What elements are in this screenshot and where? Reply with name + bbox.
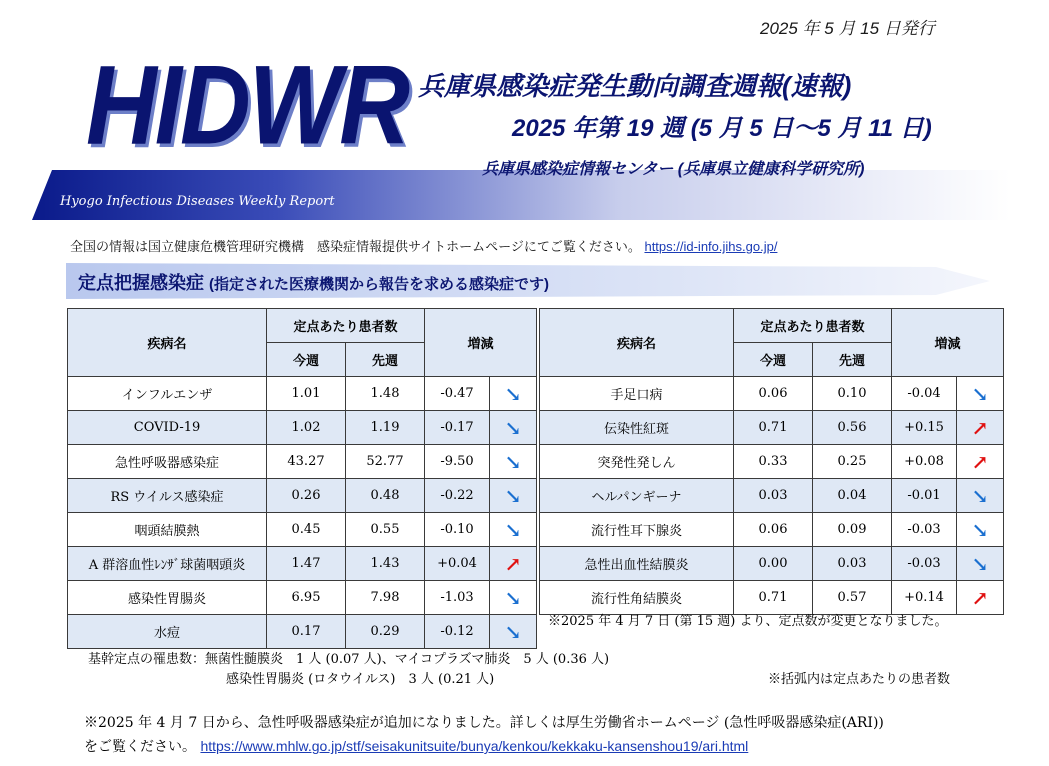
trend-down-icon: ↘ xyxy=(957,547,1004,581)
disease-name: インフルエンザ xyxy=(68,377,267,411)
change-value: -0.10 xyxy=(425,513,490,547)
this-week-value: 1.01 xyxy=(267,377,346,411)
table-row xyxy=(540,445,1004,479)
trend-down-icon: ↘ xyxy=(490,411,537,445)
basal-sentinel-line-2: 感染性胃腸炎 (ロタウイルス) 3 人 (0.21 人) xyxy=(226,672,495,687)
trend-down-icon: ↘ xyxy=(490,513,537,547)
change-value: +0.14 xyxy=(892,581,957,615)
change-value: -0.17 xyxy=(425,411,490,445)
trend-down-icon: ↘ xyxy=(957,377,1004,411)
change-value: -0.03 xyxy=(892,547,957,581)
last-week-value: 7.98 xyxy=(346,581,425,615)
report-title: 兵庫県感染症発生動向調査週報(速報) xyxy=(418,71,852,101)
change-value: -0.12 xyxy=(425,615,490,649)
disease-name: COVID-19 xyxy=(68,411,267,445)
this-week-value: 0.00 xyxy=(734,547,813,581)
last-week-value: 0.09 xyxy=(813,513,892,547)
last-week-value: 0.29 xyxy=(346,615,425,649)
ari-note-line-1: ※2025 年 4 月 7 日から、急性呼吸器感染症が追加になりました。詳しくは厚生労働省ホームページ (急性呼吸器感染症(ARI)) xyxy=(84,715,884,731)
table-row xyxy=(540,377,1004,411)
table-row xyxy=(68,513,537,547)
last-week-value: 0.57 xyxy=(813,581,892,615)
basal-sentinel-line-1: 基幹定点の罹患数：無菌性髄膜炎 1 人 (0.07 人)、マイコプラズマ肺炎 5 人 (0.36 人) xyxy=(88,652,610,667)
table-row xyxy=(540,513,1004,547)
hidwr-logo: HIDWR xyxy=(86,41,409,168)
table-row xyxy=(68,615,537,649)
sentinel-change-note: ※2025 年 4 月 7 日 (第 15 週) より、定点数が変更となりました。 xyxy=(548,614,948,629)
national-info-text: 全国の情報は国立健康危機管理研究機構 感染症情報提供サイトホームページにてご覧ください。 xyxy=(70,239,641,254)
this-week-value: 0.45 xyxy=(267,513,346,547)
disease-name: 伝染性紅斑 xyxy=(540,411,734,445)
trend-down-icon: ↘ xyxy=(490,445,537,479)
table-row xyxy=(540,479,1004,513)
this-week-value: 0.71 xyxy=(734,411,813,445)
sentinel-table-left xyxy=(67,308,537,649)
last-week-value: 0.10 xyxy=(813,377,892,411)
table-row xyxy=(68,377,537,411)
trend-down-icon: ↘ xyxy=(490,581,537,615)
sentinel-table-right xyxy=(539,308,1004,615)
this-week-value: 1.02 xyxy=(267,411,346,445)
last-week-value: 52.77 xyxy=(346,445,425,479)
trend-down-icon: ↘ xyxy=(490,615,537,649)
this-week-value: 1.47 xyxy=(267,547,346,581)
section-title xyxy=(78,269,549,295)
trend-up-icon: ↗ xyxy=(957,445,1004,479)
table-body-right xyxy=(540,377,1004,615)
disease-name: 水痘 xyxy=(68,615,267,649)
col-change: 増減 xyxy=(425,309,537,377)
national-info-line xyxy=(70,236,777,255)
trend-down-icon: ↘ xyxy=(490,479,537,513)
last-week-value: 1.48 xyxy=(346,377,425,411)
disease-name: A 群溶血性ﾚﾝｻﾞ球菌咽頭炎 xyxy=(68,547,267,581)
change-value: -1.03 xyxy=(425,581,490,615)
trend-down-icon: ↘ xyxy=(957,513,1004,547)
trend-down-icon: ↘ xyxy=(957,479,1004,513)
id-info-link[interactable]: https://id-info.jihs.go.jp/ xyxy=(644,239,778,254)
logo-subtitle: Hyogo Infectious Diseases Weekly Report xyxy=(60,194,335,209)
publisher-name: 兵庫県感染症情報センター (兵庫県立健康科学研究所) xyxy=(482,161,865,178)
this-week-value: 0.06 xyxy=(734,513,813,547)
this-week-value: 0.03 xyxy=(734,479,813,513)
this-week-value: 43.27 xyxy=(267,445,346,479)
this-week-value: 6.95 xyxy=(267,581,346,615)
last-week-value: 0.56 xyxy=(813,411,892,445)
col-per-sentinel: 定点あたり患者数 xyxy=(267,309,425,343)
table-row xyxy=(540,547,1004,581)
disease-name: 急性出血性結膜炎 xyxy=(540,547,734,581)
table-row xyxy=(68,445,537,479)
change-value: -0.01 xyxy=(892,479,957,513)
change-value: -0.47 xyxy=(425,377,490,411)
col-per-sentinel: 定点あたり患者数 xyxy=(734,309,892,343)
parenthesis-note: ※括弧内は定点あたりの患者数 xyxy=(768,672,951,687)
col-this-week: 今週 xyxy=(267,343,346,377)
col-last-week: 先週 xyxy=(813,343,892,377)
change-value: -0.04 xyxy=(892,377,957,411)
change-value: +0.08 xyxy=(892,445,957,479)
col-this-week: 今週 xyxy=(734,343,813,377)
section-title-main: 定点把握感染症 xyxy=(78,273,204,293)
this-week-value: 0.26 xyxy=(267,479,346,513)
disease-name: RS ウイルス感染症 xyxy=(68,479,267,513)
trend-up-icon: ↗ xyxy=(957,411,1004,445)
disease-name: 咽頭結膜熱 xyxy=(68,513,267,547)
table-row xyxy=(540,411,1004,445)
report-period: 2025 年第 19 週 (5 月 5 日～5 月 11 日) xyxy=(512,115,932,142)
change-value: -0.03 xyxy=(892,513,957,547)
col-change: 増減 xyxy=(892,309,1004,377)
disease-name: ヘルパンギーナ xyxy=(540,479,734,513)
disease-name: 急性呼吸器感染症 xyxy=(68,445,267,479)
trend-up-icon: ↗ xyxy=(490,547,537,581)
issue-date: 2025 年 5 月 15 日発行 xyxy=(760,19,935,38)
table-row xyxy=(68,581,537,615)
ari-note-text: をご覧ください。 xyxy=(84,739,196,755)
table-row xyxy=(68,479,537,513)
table-row xyxy=(68,547,537,581)
last-week-value: 0.03 xyxy=(813,547,892,581)
change-value: -9.50 xyxy=(425,445,490,479)
trend-down-icon: ↘ xyxy=(490,377,537,411)
this-week-value: 0.71 xyxy=(734,581,813,615)
disease-name: 手足口病 xyxy=(540,377,734,411)
disease-name: 流行性耳下腺炎 xyxy=(540,513,734,547)
trend-up-icon: ↗ xyxy=(957,581,1004,615)
col-disease: 疾病名 xyxy=(540,309,734,377)
disease-name: 流行性角結膜炎 xyxy=(540,581,734,615)
change-value: +0.04 xyxy=(425,547,490,581)
disease-name: 感染性胃腸炎 xyxy=(68,581,267,615)
this-week-value: 0.06 xyxy=(734,377,813,411)
this-week-value: 0.17 xyxy=(267,615,346,649)
disease-name: 突発性発しん xyxy=(540,445,734,479)
last-week-value: 0.55 xyxy=(346,513,425,547)
last-week-value: 0.25 xyxy=(813,445,892,479)
table-body-left xyxy=(68,377,537,649)
last-week-value: 0.48 xyxy=(346,479,425,513)
change-value: -0.22 xyxy=(425,479,490,513)
table-row xyxy=(68,411,537,445)
col-disease: 疾病名 xyxy=(68,309,267,377)
mhlw-ari-link[interactable]: https://www.mhlw.go.jp/stf/seisakunitsuite/bunya/kenkou/kekkaku-kansenshou19/ari.html xyxy=(200,738,749,754)
last-week-value: 1.43 xyxy=(346,547,425,581)
change-value: +0.15 xyxy=(892,411,957,445)
this-week-value: 0.33 xyxy=(734,445,813,479)
section-title-sub: (指定された医療機関から報告を求める感染症です) xyxy=(209,276,550,293)
ari-note-line-2 xyxy=(84,736,748,756)
last-week-value: 1.19 xyxy=(346,411,425,445)
col-last-week: 先週 xyxy=(346,343,425,377)
last-week-value: 0.04 xyxy=(813,479,892,513)
